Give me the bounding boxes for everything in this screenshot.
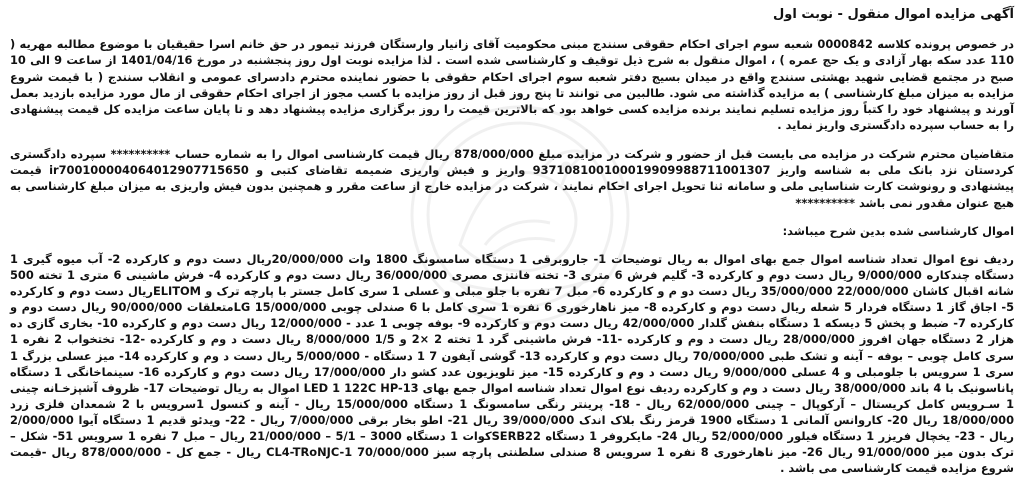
items-list-paragraph: ردیف نوع اموال تعداد شناسه اموال جمع بهای اموال به ریال توضیحات 1- جاروبرقی 1 دستگاه سامسونگ 1800 وات 20/000/000ریال دست دوم و کارکرده 2- آب میوه گیری 1 دستگاه چندکاره 9/000/000 ریال دست دوم و کارکرده 3- گلیم فرش 6 متری 3- تخته فانتزی مصری 36/000/000 ریال دست دوم و کارکرده 4- فرش ماشینی 6 متری 1 تخته 500 شانه اقبال کاشان 22/000/000 35/000/000 ریال دست دو م و کارکرده 6- مبل 7 نفره با جلو مبلی و عسلی 1 سری کامل جستر با پارچه ترک و ELITOMریال دست دوم و کارکرده 5- اجاق گاز 1 دستگاه فردار 5 شعله ریال دست دوم و کارکرده 8- میز ناهارخوری 6 نفره 1 سری کامل با 6 صندلی چوبی LG 15/000/000متعلقات 90/000/000 ریال دست دوم و کارکرده 7- ضبط و پخش 5 دیسکه 1 دستگاه بنفش گلدار 42/000/000 ریال دست دوم و کارکرده 9- بوفه چوبی 1 عدد - 12/000/000 ریال دست دوم و کارکرده 10- بخاری گازی ده هزار 2 دستگاه جهان افروز 28/000/000 ریال دست د وم و کارکرده -11- فرش ماشینی گرد 1 تخته 2 ×2 و 1/5 8/000/000 ریال دست د وم و کارکرده -12- تختخواب 2 نفره 1 سری کامل چوبی – بوفه – آینه و تشک طبی 70/000/000 ریال دست دوم و کارکرده 13- گوشی آیفون 7 1 دستگاه - 5/000/000 ریال دست د وم و کارکرده 14- میز عسلی بزرگ 1 سری 1 سرویس با جلومبلی و 4 عسلی 9/000/000 ریال دست د وم و کارکرده 15- میز تلویزیون عدد کشو دار 17/000/000 ریال دست دوم و کارکرده 16- سینماخانگی 1 دستگاه پاناسونیک با 4 باند 38/000/000 ریال دست د وم و کارکرده ردیف نوع اموال تعداد شناسه اموال جمع بهای LED 1 122C HP-13 اموال به ریال توضیحات 17- ظروف آشپزخـانه چینی 1 سـرویس کامل کریستال – آرکوپال – چینی 62/000/000 ریال - 18- پرینتر رنگی سامسونگ 1 دستگاه 15/000/000 ریال - آینه و کنسول 1سرویس با 2 شمعدان فلزی زرد 18/000/000 ریال 20- کاروانس آلمانی 1 دستگاه 1900 قرمز رنگ بلاک اندک 39/000/000 ریال 21- اطو بخار برقی 7/000/000 ریال - 22- ویدئو قدیم 1 دستگاه آیوا 2/000/000 ریال - 23- یخچال فریزر 1 دستگاه فیلور 52/000/000 ریال 24- مایکروفر 1 دستگاه SERB22کوات 1 دستگاه 3000 – 5/1 – 21/000/000 ریال – مبل 7 نفره 1 سرویس 51- شکل – ترک بدون میز 91/000/000 ریال 26- میز ناهارخوری 8 نفره 1 سرویس 8 صندلی سلطنتی پارچه سبز CL4-TRoNJC-1 70/000/000 ریال - جمع کل - 878/000/000 ریال -قیمت شروع مزایده قیمت کارشناسی می باشد . [10,251,1015,476]
page-title: آگهی مزایده اموال منقول - نوبت اول [773,7,1014,22]
items-list-heading: اموال کارشناسی شده بدین شرح میباشد: [782,223,1014,238]
notice-paragraph-deposit-instructions: متقاضیان محترم شرکت در مزایده می بایست قبل از حضور و شرکت در مزایده مبلغ 878/000/000 ریال قیمت کارشناسی اموال را به شماره حساب ********** سپرده دادگستری کردستان نزد بانک ملی به شناسه واریز 937108100100019909988711001307 واریز و فیش واریزی ضمیمه تقاضای کتبی و ir700100004064012907715650 قیمت پیشنهادی و رونوشت کارت شناسایی ملی و سامانه ثنا تحویل اجرای احکام نمایند ، شرکت در مزایده خارج از ساعت مقرر و همچنین بدون فیش واریزی به میزان مبلغ کارشناسی به هیچ عنوان مقدور نمی باشد ********** [10,146,1014,210]
notice-paragraph-case-details: در خصوص پرونده کلاسه 0000842 شعبه سوم اجرای احکام حقوقی سنندج مبنی محکومیت آقای زانیار وارستگان فرزند تیمور در حق خانم اسرا حقیقیان با موضوع مطالبه مهریه ( 110 عدد سکه بهار آزادی و یک حج عمره ) ، اموال منقول به شرح ذیل توقیف و کارشناسی شده است . لذا مزایده نوبت اول روز پنجشنبه در مورخ 1401/04/16 از ساعت 9 الی 10 صبح در مجتمع قضایی شهید بهشتی سنندج واقع در میدان بسیج دفتر شعبه سوم اجرای احکام حقوقی با حضور نماینده محترم دادسرای عمومی و انقلاب سنندج ( با قیمت شروع مزایده به میزان مبلغ کارشناسی ) به مزایده گذاشته می شود. طالبین می توانند تا پنج روز قبل از روز مزایده با کسب مجوز از اجرای احکام حقوقی از مال مورد مزایده بازدید بعمل آورند و پیشنهاد خود را کتباً روز مزایده تسلیم نمایند برنده مزایده کسی خواهد بود که بالاترین قیمت را روز برگزاری مزایده پیشنهاد دهد و تا پایان ساعت مزایده کل قیمت پیشنهادی را به حساب سپرده دادگستری واریز نماید . [10,37,1014,133]
